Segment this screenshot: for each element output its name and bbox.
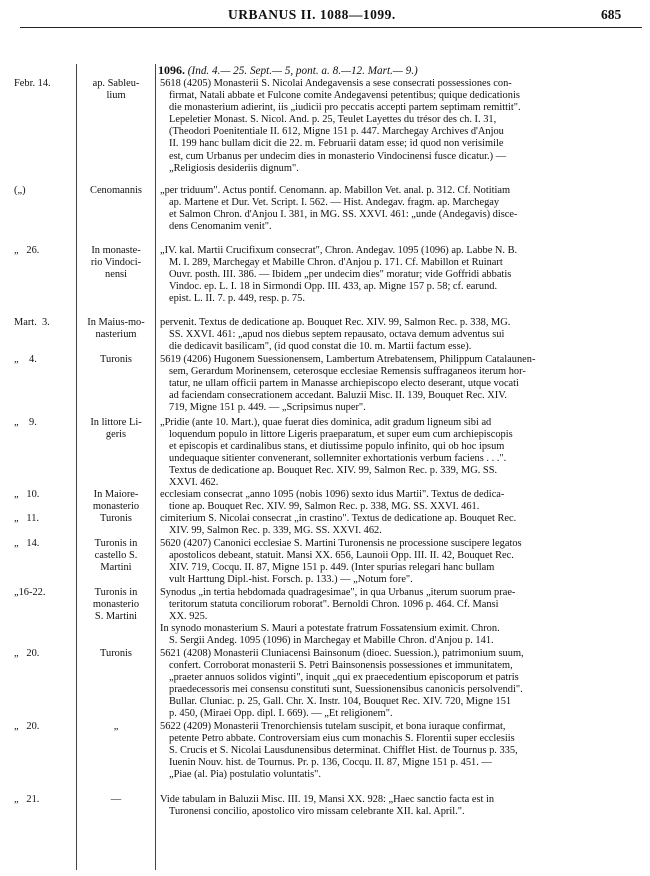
entry-text	[160, 794, 640, 818]
entry-text-line: „IV. kal. Martii Crucifixum consecrat", Chron. Andegav. 1095 (1096) ap. Labbe N. B.	[160, 245, 518, 256]
entry-text-line: (Theodori Poenitentiale II. 612, Migne 151 p. 447. Marchegay Archives d'Anjou	[169, 126, 504, 138]
entry-text-line: „Piae (al. Pia) postulatio voluntatis".	[169, 769, 321, 781]
entry-text	[160, 538, 640, 586]
entry-text-line: 719, Migne 151 p. 449. — „Scripsimus nuper".	[169, 402, 366, 414]
entry-date: „ 10.	[14, 489, 40, 500]
entry-date: „ 4.	[14, 354, 37, 365]
entry-text-line: II. 199 hanc bullam dicit die 22. m. Februarii datam esse; id quod non verisimile	[169, 138, 504, 150]
entry-text-line: Vide tabulam in Baluzii Misc. III. 19, Mansi XX. 928: „Haec sanctio facta est in	[160, 794, 495, 805]
entry-text-line: die monasterium adierint, iis „iudicii pro peccatis accepti partem septimam remittit".	[169, 102, 521, 114]
entry-place-line: lium	[106, 90, 126, 101]
entry-text-line: Bullar. Cluniac. p. 25, Gall. Chr. X. Instr. 104, Bouquet Rec. XIV. 720, Migne 151	[169, 696, 512, 708]
entry-place-line: monasterio	[92, 599, 140, 610]
year-indiction: (Ind. 4.— 25. Sept.— 5, pont. a. 8.—12. Mart.— 9.)	[187, 65, 418, 77]
entry-place-line: Martini	[100, 562, 132, 573]
entry-text-line: Synodus „in tertia hebdomada quadragesimae", in qua Urbanus „iterum suorum prae-	[160, 587, 516, 598]
entry-place-line: nensi	[105, 269, 127, 280]
entry-text-line: S. Sergii Andeg. 1095 (1096) in Marchegay et Mabille Chron. d'Anjou p. 141.	[169, 635, 494, 647]
entry-place-line: „	[113, 721, 119, 732]
entry-text-line: XXVI. 462.	[169, 477, 219, 489]
entry-place	[78, 78, 154, 102]
entry-text-line: pervenit. Textus de dedicatione ap. Bouquet Rec. XIV. 99, Salmon Rec. p. 338, MG.	[160, 317, 511, 328]
entry-text-line: SS. XXVI. 461: „apud nos diebus septem repausato, octava demum adventus sui	[169, 329, 505, 341]
entry-text-line: tione ap. Bouquet Rec. XIV. 99, Salmon Rec. p. 338, MG. SS. XXVI. 461.	[169, 501, 480, 513]
entry-place-line: Cenomannis	[90, 185, 142, 196]
page-number: 685	[601, 7, 622, 22]
entry-place	[78, 489, 154, 513]
header-rule	[20, 27, 642, 28]
entry-date: „ 11.	[14, 513, 40, 524]
entry-text-line: et episcopis et cardinalibus stans, et diutissime populo infinito, qui ob hoc ipsum	[169, 441, 505, 453]
entry-date: („)	[14, 185, 26, 196]
year-number: 1096.	[158, 63, 185, 77]
entry-place-line: Turonis	[100, 354, 132, 365]
entry-place-line: S. Martini	[94, 611, 138, 622]
entry-date: Febr. 14.	[14, 78, 51, 89]
entry-text	[160, 245, 640, 305]
entry-date: „ 9.	[14, 417, 37, 428]
entry-place	[78, 185, 154, 197]
entry-place-line: —	[110, 794, 122, 805]
entry-text-line: dens Cenomanim venit".	[169, 221, 272, 233]
entry-place	[78, 648, 154, 660]
entry-text-line: In synodo monasterium S. Mauri a potestate fratrum Fossatensium eximit. Chron.	[160, 623, 500, 635]
entry-place-line: Turonis	[100, 648, 132, 659]
entry-text-line: firmat, Natali abbate et Fulcone comite Andegavensi petentibus; quique dedicationis	[169, 90, 520, 102]
entry-text-line: Textus de dedicatione ap. Bouquet Rec. XIV. 99, Salmon Rec. p. 339, MG. SS.	[169, 465, 498, 477]
entry-place-line: In Maiore-	[93, 489, 139, 500]
entry-text	[160, 489, 640, 513]
entry-text-line: ad faciendam consecrationem accedant. Baluzii Misc. II. 139, Bouquet Rec. XIV.	[169, 390, 507, 402]
running-header	[0, 7, 650, 27]
entry-place-line: monasterio	[92, 501, 140, 512]
entry-text-line: XIV. 719, Cocqu. II. 87, Migne 151 p. 449. (Inter spurias relegari hanc bullam	[169, 562, 495, 574]
entry-place-line: Turonis in	[94, 587, 138, 598]
entry-text-line: epist. L. II. 7. p. 449, resp. p. 75.	[169, 293, 305, 305]
entry-text-line: ap. Martene et Dur. Vet. Script. I. 562. — Hist. Andegav. fragm. ap. Marchegay	[169, 197, 500, 209]
entry-place-line: ap. Sableu-	[92, 78, 140, 89]
entry-text-line: ecclesiam consecrat „anno 1095 (nobis 1096) sexto idus Martii". Textus de dedica-	[160, 489, 505, 500]
entry-text	[160, 354, 640, 414]
entry-place-line: nasterium	[95, 329, 137, 340]
entry-text-line: S. Crucis et S. Nicolai Lausdunensibus determinat. Chifflet Hist. de Tournus p. 335,	[169, 745, 518, 757]
entry-date: „ 20.	[14, 721, 40, 732]
entry-text-line: et Salmon Chron. d'Anjou I. 381, in MG. SS. XXVI. 461: „unde (Andegavis) disce-	[169, 209, 518, 221]
entry-place	[78, 317, 154, 341]
entry-text-line: p. 450, (Miraei Opp. dipl. I. 669). — „Et religionem".	[169, 708, 393, 720]
entry-text-line: „Pridie (ante 10. Mart.), quae fuerat dies dominica, adit gradum ligneum sibi ad	[160, 417, 492, 428]
entry-text-line: undequaque sitienter convenerant, sollemniter exhortationis verbum faciens . . .".	[169, 453, 507, 465]
entry-text	[160, 317, 640, 353]
entry-text	[160, 78, 640, 175]
entry-text-line: XIV. 99, Salmon Rec. p. 339, MG. SS. XXVI. 462.	[169, 525, 382, 537]
entry-text-line: M. I. 289, Marchegay et Mabille Chron. d'Anjou p. 171. Cf. Mabillon et Ruinart	[169, 257, 503, 269]
entry-text	[160, 185, 640, 233]
entry-date: „ 14.	[14, 538, 40, 549]
entry-text-line: praedecessoris mei consensu constituti sunt, Suessionensibus canonicis persolvendi".	[169, 684, 523, 696]
entry-text-line: Vindoc. ep. L. I. 18 in Sirmondi Opp. III. 433, ap. Migne 157 p. 58; cf. earund.	[169, 281, 498, 293]
entry-text	[160, 417, 640, 490]
entry-date: „ 20.	[14, 648, 40, 659]
entry-text-line: „Religiosis desideriis dignum".	[169, 162, 299, 174]
entry-text-line: Iuenin Nouv. hist. de Tournus. Pr. p. 136, Cocqu. II. 87, Migne 151 p. 451. —	[169, 757, 492, 769]
entry-place-line: In Maius-mo-	[87, 317, 145, 328]
entry-text-line: tatur, ne ullam officii partem in Manasse archiepiscopo electo deserant, utque vocati	[169, 378, 519, 390]
entry-place-line: In littore Li-	[90, 417, 142, 428]
entry-place	[78, 245, 154, 281]
entry-text-line: Lepeletier Monast. S. Nicol. And. p. 25, Teulet Layettes du trésor des ch. I. 31,	[169, 114, 497, 126]
entry-text-line: Turonensi concilio, apostolico viro missam celebrante XII. kal. April.".	[169, 806, 465, 818]
entry-date: „ 26.	[14, 245, 40, 256]
running-title: URBANUS II. 1088—1099.	[228, 7, 396, 22]
entry-text-line: apostolicos debeant, statuit. Mansi XX. 656, Launoii Opp. III. II. 42, Bouquet Rec.	[169, 550, 514, 562]
entry-place	[78, 721, 154, 733]
entry-place-line: Turonis in	[94, 538, 138, 549]
entry-place-line: castello S.	[94, 550, 138, 561]
entry-date: „ 21.	[14, 794, 40, 805]
entry-place	[78, 538, 154, 574]
entry-place-line: rio Vindoci-	[90, 257, 142, 268]
entry-date: Mart. 3.	[14, 317, 50, 328]
entry-text-line: die dedicavit basilicam", (id quod constat die 10. m. Martii factum esse).	[169, 341, 472, 353]
entry-text-line: XX. 925.	[169, 611, 208, 623]
entry-place	[78, 587, 154, 623]
column-divider-place	[155, 64, 156, 870]
entry-text-line: est, cum Urbanus per undecim dies in monasterio Vindocinensi fusce dicatur.) —	[169, 150, 507, 162]
entry-text-line: 5618 (4205) Monasterii S. Nicolai Andegavensis a sese consecrati possessiones con-	[160, 78, 512, 89]
entry-text-line: teritorum statuta conciliorum roborat". Bernoldi Chron. 1096 p. 464. Cf. Mansi	[169, 599, 499, 611]
entry-text	[160, 721, 640, 781]
entry-place	[78, 513, 154, 525]
entry-place-line: Turonis	[100, 513, 132, 524]
entry-text	[160, 648, 640, 721]
entry-text	[160, 587, 640, 647]
entry-text	[160, 513, 640, 537]
entry-place-line: geris	[105, 429, 127, 440]
entry-date: „16-22.	[14, 587, 46, 598]
entry-text-line: 5619 (4206) Hugonem Suessionensem, Lambertum Atrebatensem, Philippum Catalaunen-	[160, 354, 536, 365]
entry-text-line: sem, Gerardum Morinensem, ceterosque ecclesiae Remensis suffraganeos iterum hor-	[169, 366, 526, 378]
entry-place-line: In monaste-	[91, 245, 141, 256]
entry-text-line: petente Petro abbate. Controversiam eius cum monachis S. Florentii super ecclesiis	[169, 733, 515, 745]
entry-place	[78, 354, 154, 366]
entry-text-line: loquendum populo in littore Ligeris praeparatum, et super eum cum archiepiscopis	[169, 429, 513, 441]
entry-place	[78, 794, 154, 806]
entry-text-line: „per triduum". Actus pontif. Cenomann. ap. Mabillon Vet. anal. p. 312. Cf. Notitiam	[160, 185, 511, 196]
year-heading	[158, 63, 418, 78]
entry-text-line: confert. Corroborat monasterii S. Petri Bainsonensis possessiones et immunitatem,	[169, 660, 513, 672]
entry-text-line: 5622 (4209) Monasterii Trenorchiensis tutelam suscipit, et bona iuraque confirmat,	[160, 721, 506, 732]
entry-text-line: vult Harttung Dipl.-hist. Forsch. p. 133.) — „Notum fore".	[169, 574, 413, 586]
entry-text-line: 5620 (4207) Canonici ecclesiae S. Martini Turonensis ne processione suscipere legatos	[160, 538, 522, 549]
column-divider-date	[76, 64, 77, 870]
entry-text-line: cimiterium S. Nicolai consecrat „in crastino". Textus de dedicatione ap. Bouquet Rec.	[160, 513, 517, 524]
entry-place	[78, 417, 154, 441]
entry-text-line: 5621 (4208) Monasterii Cluniacensi Bainsonum (dioec. Suession.), patrimonium suum,	[160, 648, 524, 659]
entry-text-line: „praeter annuos solidos viginti", inquit „qui ex praecedentium episcoporum et patris	[169, 672, 519, 684]
entry-text-line: Ouvr. posth. III. 386. — Ibidem „per undecim dies" moratur; vide Goffridi abbatis	[169, 269, 512, 281]
